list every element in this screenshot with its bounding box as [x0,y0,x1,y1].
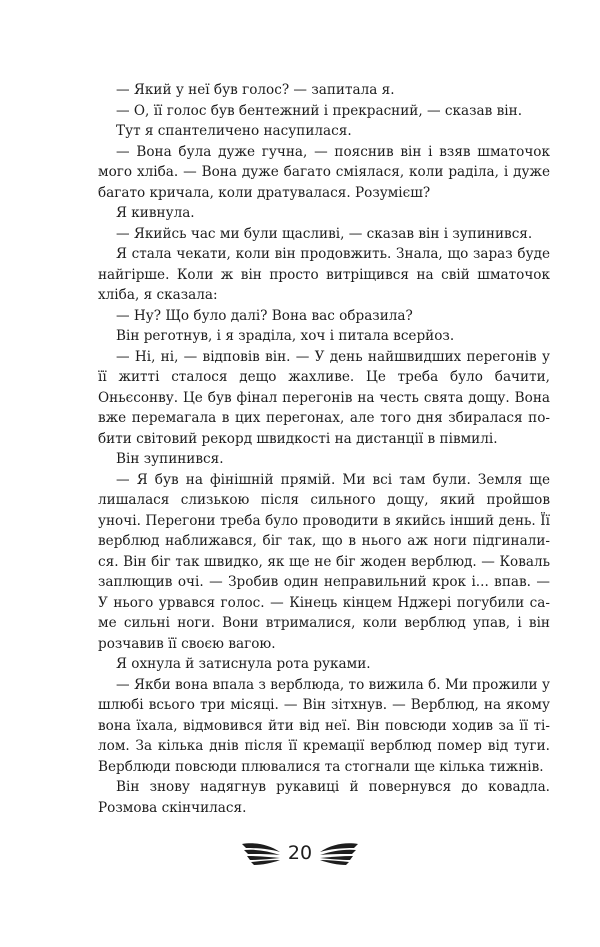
paragraph: Тут я спантеличено насупилася. [116,123,352,139]
page-number: 20 [287,841,313,864]
paragraph: Він знову надягнув рукавиці й повернувся до ковадла. Розмова скінчилася. [98,779,550,816]
paragraph: — Вона була дуже гучна, — пояснив він і взяв шматочок мого хліба. — Вона дуже багато сміялася, коли раділа, і дуже багато кричала, коли дратувалася. Розумієш? [98,143,550,201]
wing-icon [240,838,282,868]
paragraph: Він реготнув, і я зраділа, хоч і питала всерйоз. [116,328,455,344]
paragraph: — О, її голос був бентежний і прекрасний, — сказав він. [116,102,523,119]
paragraph: Я кивнула. [116,205,195,221]
body-text [98,80,550,818]
paragraph: — Який у неї був голос? — запитала я. [116,82,395,98]
paragraph: — Ну? Що було далі? Вона вас образила? [116,307,413,324]
paragraph: — Якби вона впала з верблюда, то вижила б. Ми прожили у шлюбі всього три місяці. — Він зітхнув. — Верблюд, на якому вона їхала, відмовився йти від неї. Він повсюди ходив за її тілом. За кілька днів після її кремації верблюд помер від туги. Верблюди повсюди плювалися та стогнали ще кілька тижнів. [98,676,550,775]
paragraph: Він зупинився. [116,451,224,467]
paragraph: Я стала чекати, коли він продовжить. Знала, що зараз буде найгірше. Коли ж він просто витріщився на свій шматочок хліба, я сказала: [98,246,550,303]
paragraph: — Ні, ні, — відповів він. — У день найшвидших перегонів у її житті сталося дещо жахливе. Це треба було бачити, Оньєсонву. Це був фінал перегонів на честь свята дощу. Вона вже перемагала в цих перегонах, але того дня збиралася побити світовий рекорд швидкості на дистанції в півмилі. [98,348,550,447]
paragraph: — Я був на фінішній прямій. Ми всі там були. Земля ще лишалася слизькою після сильного дощу, який пройшов уночі. Перегони треба було проводити в якийсь інший день. Її верблюд наближався, біг так, що в нього аж ноги підгиналися. Він біг так швидко, як ще не біг жоден верблюд. — Коваль заплющив очі. — Зробив один неправильний крок і... впав. — У нього урвався голос. — Кінець кінцем Нджері погубили саме сильні ноги. Вони втрималися, коли верблюд упав, і він розчавив її своєю вагою. [98,471,550,652]
paragraph: — Якийсь час ми були щасливі, — сказав він і зупинився. [116,225,533,242]
wing-icon [318,838,360,868]
page-footer [0,828,600,878]
paragraph: Я охнула й затиснула рота руками. [116,656,371,672]
